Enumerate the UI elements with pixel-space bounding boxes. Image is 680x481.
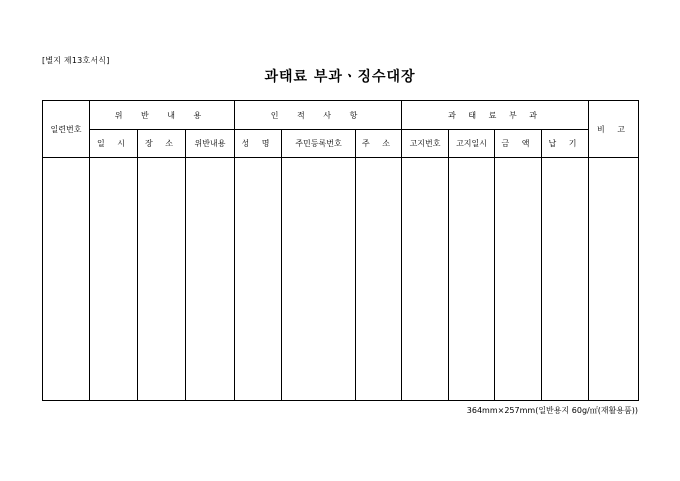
page-title: 과태료 부과ㆍ징수대장 — [264, 69, 416, 85]
paper-spec-note: 364mm×257mm(일반용지 60g/㎡(재활용품)) — [466, 406, 638, 415]
header-row-columns — [43, 130, 639, 158]
table-row — [43, 158, 639, 401]
col-payment-due: 납 기 — [542, 130, 589, 158]
col-amount: 금 액 — [495, 130, 542, 158]
form-number-label: [별지 제13호서식] — [42, 56, 110, 65]
group-fine-imposition: 과 태 료 부 과 — [402, 101, 589, 130]
cell-address[interactable] — [356, 158, 402, 401]
col-resident-number: 주민등록번호 — [282, 130, 356, 158]
col-name: 성 명 — [235, 130, 282, 158]
col-remarks: 비 고 — [589, 101, 639, 158]
cell-datetime[interactable] — [90, 158, 138, 401]
cell-violation-detail[interactable] — [186, 158, 235, 401]
header-row-groups — [43, 101, 639, 130]
cell-payment-due[interactable] — [542, 158, 589, 401]
group-personal-info: 인 적 사 항 — [235, 101, 402, 130]
fine-ledger-table — [42, 100, 639, 401]
col-notice-number: 고지번호 — [402, 130, 449, 158]
group-violation: 위 반 내 용 — [90, 101, 235, 130]
cell-resident-number[interactable] — [282, 158, 356, 401]
cell-place[interactable] — [138, 158, 186, 401]
cell-remarks[interactable] — [589, 158, 639, 401]
cell-amount[interactable] — [495, 158, 542, 401]
cell-serial-number[interactable] — [43, 158, 90, 401]
col-address: 주 소 — [356, 130, 402, 158]
col-violation-detail: 위반내용 — [186, 130, 235, 158]
cell-name[interactable] — [235, 158, 282, 401]
col-notice-date: 고지일시 — [449, 130, 495, 158]
col-datetime: 일 시 — [90, 130, 138, 158]
col-place: 장 소 — [138, 130, 186, 158]
cell-notice-number[interactable] — [402, 158, 449, 401]
col-serial-number: 일련번호 — [43, 101, 90, 158]
cell-notice-date[interactable] — [449, 158, 495, 401]
